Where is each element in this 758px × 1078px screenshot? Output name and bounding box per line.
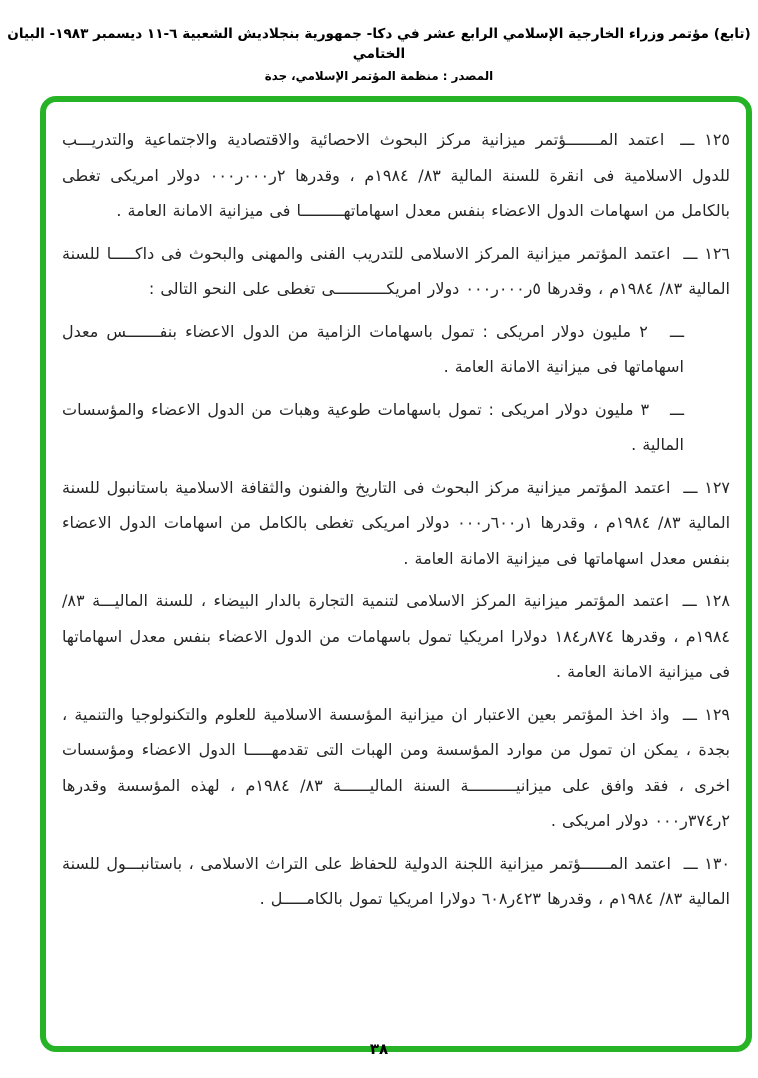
- paragraph-text: واذ اخذ المؤتمر بعين الاعتبار ان ميزانية المؤسسة الاسلامية للعلوم والتكنولوجيا والتنمية ، بجدة ، يمكن ان تمول من موارد المؤسسة ومن الهبات التى تقدمهـــــا الدول الاعضاء ومؤسسات اخرى ، فقد وافق على ميزانيــــــــــة السنة الماليــــــة ٨٣/ ١٩٨٤م ، لهذه المؤسسة وقدرها ٢ر٣٧٤ر٠٠٠ دولار امريكى .: [62, 704, 730, 831]
- paragraph-128: [62, 583, 730, 690]
- paragraph-text: اعتمد المؤتمر ميزانية المركز الاسلامى للتدريب الفنى والمهنى والبحوث فى داكـــــا للسنة المالية ٨٣/ ١٩٨٤م ، وقدرها ٥ر٠٠٠ر٠٠٠ دولار امريكـــــــــــى تغطى على النحو التالى :: [62, 243, 730, 299]
- paragraph-number: ١٢٩ ـــ: [682, 704, 730, 724]
- paragraph-text: اعتمد المــــــؤتمر ميزانية اللجنة الدولية للحفاظ على التراث الاسلامى ، باستانبـــول للسنة المالية ٨٣/ ١٩٨٤م ، وقدرها ٤٢٣ر٦٠٨ دولارا امريكيا تمول بالكامـــــل .: [62, 853, 730, 909]
- list-item-text: ٣ مليون دولار امريكى : تمول باسهامات طوعية وهبات من الدول الاعضاء والمؤسسات المالية .: [62, 399, 684, 455]
- paragraph-number: ١٢٨ ـــ: [682, 591, 730, 611]
- green-border-content-box: [40, 96, 752, 1052]
- document-source: المصدر : منظمة المؤتمر الإسلامي، جدة: [264, 68, 494, 83]
- paragraph-130: [62, 846, 730, 917]
- paragraph-text: اعتمد المـــــــؤتمر ميزانية مركز البحوث الاحصائية والاقتصادية والاجتماعية والتدريـــب للدول الاسلامية فى انقرة للسنة المالية ٨٣/ ١٩٨٤م ، وقدرها ٢ر٠٠٠ر٠٠٠ دولار امريكى تغطى بالكامل من اسهامات الدول الاعضاء بنفس معدل اسهاماتهـــــــــا فى ميزانية الامانة العامة .: [62, 130, 731, 221]
- paragraph-text: اعتمد المؤتمر ميزانية مركز البحوث فى التاريخ والفنون والثقافة الاسلامية باستانبول للسنة المالية ٨٣/ ١٩٨٤م ، وقدرها ١ر٦٠٠ر٠٠٠ دولار امريكى تغطى بالكامل من اسهامات الدول الاعضاء بنفس معدل اسهاماتها فى ميزانية الامانة العامة .: [62, 477, 731, 568]
- paragraph-number: ١٣٠ ـــ: [683, 853, 731, 873]
- dash-marker: ـــ: [669, 321, 684, 341]
- page-number: ٣٨: [369, 1040, 389, 1058]
- paragraph-text: اعتمد المؤتمر ميزانية المركز الاسلامى لتنمية التجارة بالدار البيضاء ، للسنة الماليـــة ٨٣/ ١٩٨٤م ، وقدرها ٨٧٤ر١٨٤ دولارا امريكيا تمول باسهامات من الدول الاعضاء بنفس معدل اسهاماتها فى ميزانية الامانة العامة .: [62, 591, 730, 682]
- dash-marker: ـــ: [669, 399, 684, 419]
- paragraph-number: ١٢٥ ـــ: [680, 130, 731, 149]
- document-header: [0, 24, 758, 83]
- list-item-text: ٢ مليون دولار امريكى : تمول باسهامات الزامية من الدول الاعضاء بنفـــــــس معدل اسهاماتها فى ميزانية الامانة العامة .: [62, 321, 684, 377]
- list-item-3-million: [62, 392, 730, 463]
- paragraph-127: [62, 470, 730, 577]
- paragraph-125: [62, 122, 730, 229]
- paragraph-number: ١٢٦ ـــ: [683, 243, 730, 263]
- document-title: (تابع) مؤتمر وزراء الخارجية الإسلامي الرابع عشر في دكا- جمهورية بنجلاديش الشعبية ٦-١١ ديسمبر ١٩٨٣- البيان الختامي: [7, 26, 751, 63]
- paragraph-number: ١٢٧ ـــ: [683, 477, 731, 497]
- paragraph-129: [62, 697, 730, 839]
- list-item-2-million: [62, 314, 730, 385]
- paragraph-126: [62, 236, 730, 307]
